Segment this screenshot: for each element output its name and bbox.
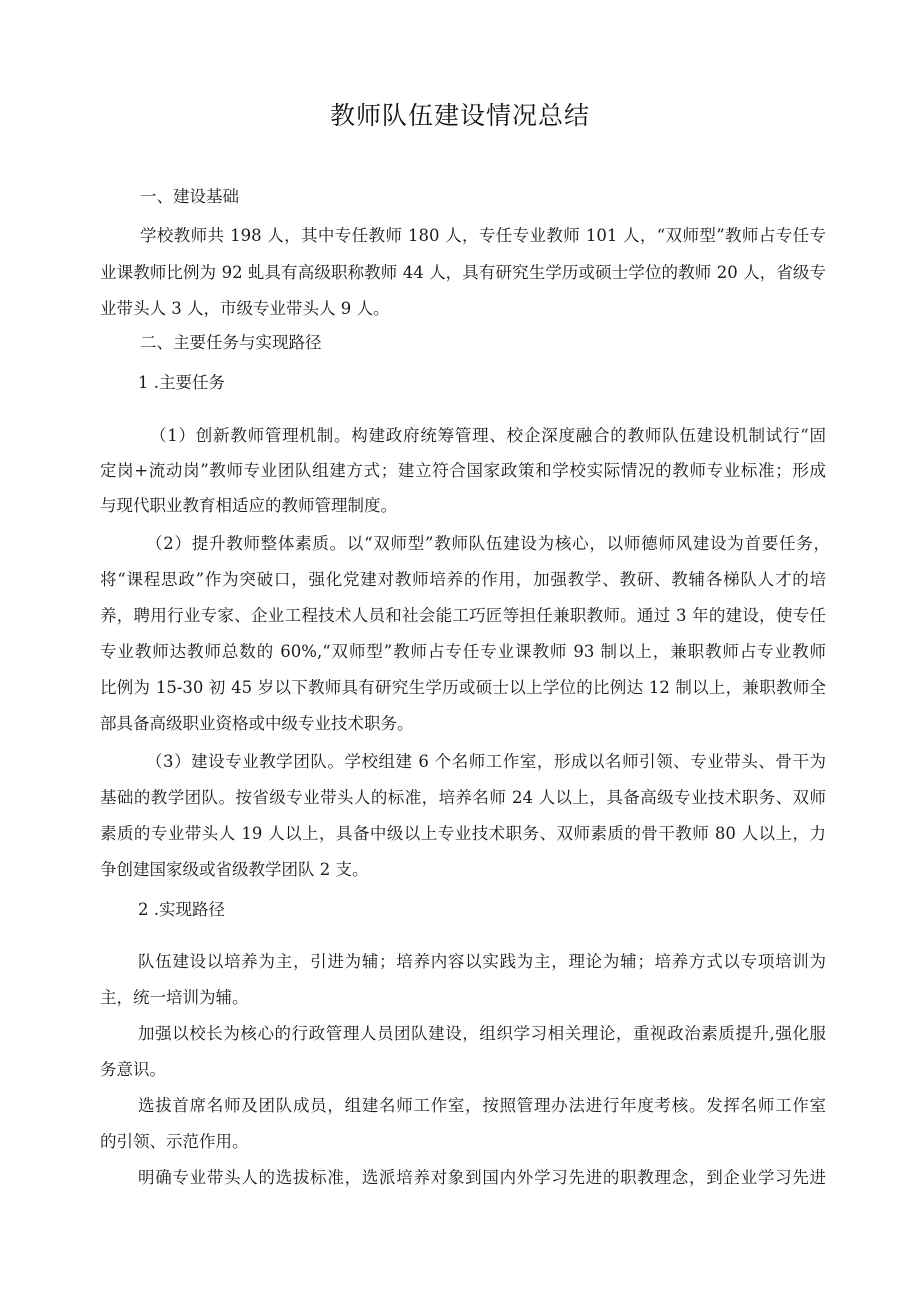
paragraph-line: 学校教师共 198 人，其中专任教师 180 人，专任专业教师 101 人，“双师型”教师占专任专 — [140, 226, 826, 245]
section-heading-foundation: 一、建设基础 — [140, 187, 239, 206]
paragraph-line: 定岗+流动岗”教师专业团队组建方式；建立符合国家政策和学校实际情况的教师专业标准；形成 — [100, 461, 826, 480]
paragraph-line: 养，聘用行业专家、企业工程技术人员和社会能工巧匠等担任兼职教师。通过 3 年的建设，使专任 — [100, 606, 826, 625]
paragraph-line: （2）提升教师整体素质。以“双师型”教师队伍建设为核心，以师德师风建设为首要任务， — [146, 534, 830, 553]
paragraph-line: （3）建设专业教学团队。学校组建 6 个名师工作室，形成以名师引领、专业带头、骨干为 — [146, 752, 826, 771]
paragraph-line: 与现代职业教育相适应的教师管理制度。 — [100, 496, 397, 515]
subsection-heading-main-tasks: 1 .主要任务 — [138, 373, 225, 392]
paragraph-line: 选拔首席名师及团队成员，组建名师工作室，按照管理办法进行年度考核。发挥名师工作室 — [138, 1096, 826, 1115]
paragraph-line: （1）创新教师管理机制。构建政府统筹管理、校企深度融合的教师队伍建设机制试行“固 — [150, 426, 826, 445]
paragraph-line: 明确专业带头人的选拔标准，选派培养对象到国内外学习先进的职教理念，到企业学习先进 — [138, 1168, 826, 1187]
paragraph-line: 争创建国家级或省级教学团队 2 支。 — [100, 860, 369, 879]
paragraph-line: 主，统一培训为辅。 — [100, 988, 249, 1007]
paragraph-line: 比例为 15-30 初 45 岁以下教师具有研究生学历或硕士以上学位的比例达 12 制以上，兼职教师全 — [100, 678, 826, 697]
paragraph-line: 的引领、示范作用。 — [100, 1132, 249, 1151]
paragraph-line: 务意识。 — [100, 1060, 166, 1079]
paragraph-line: 队伍建设以培养为主，引进为辅；培养内容以实践为主，理论为辅；培养方式以专项培训为 — [138, 952, 826, 971]
subsection-heading-paths: 2 .实现路径 — [138, 900, 225, 919]
paragraph-line: 加强以校长为核心的行政管理人员团队建设，组织学习相关理论，重视政治素质提升,强化服 — [138, 1024, 826, 1043]
paragraph-line: 业课教师比例为 92 虬具有高级职称教师 44 人，具有研究生学历或硕士学位的教师 20 人，省级专 — [100, 263, 826, 282]
paragraph-line: 基础的教学团队。按省级专业带头人的标准，培养名师 24 人以上，具备高级专业技术职务、双师 — [100, 788, 826, 807]
paragraph-line: 业带头人 3 人，市级专业带头人 9 人。 — [100, 299, 390, 318]
paragraph-line: 素质的专业带头人 19 人以上，具备中级以上专业技术职务、双师素质的骨干教师 80 人以上，力 — [100, 824, 826, 843]
document-title: 教师队伍建设情况总结 — [329, 101, 590, 130]
section-heading-tasks: 二、主要任务与实现路径 — [140, 333, 322, 352]
paragraph-line: 部具备高级职业资格或中级专业技术职务。 — [100, 714, 414, 733]
paragraph-line: 专业教师达教师总数的 60%,“双师型”教师占专任专业课教师 93 制以上，兼职教师占专业教师 — [100, 642, 826, 661]
paragraph-line: 将“课程思政”作为突破口，强化党建对教师培养的作用，加强教学、教研、教辅各梯队人才的培 — [100, 570, 826, 589]
